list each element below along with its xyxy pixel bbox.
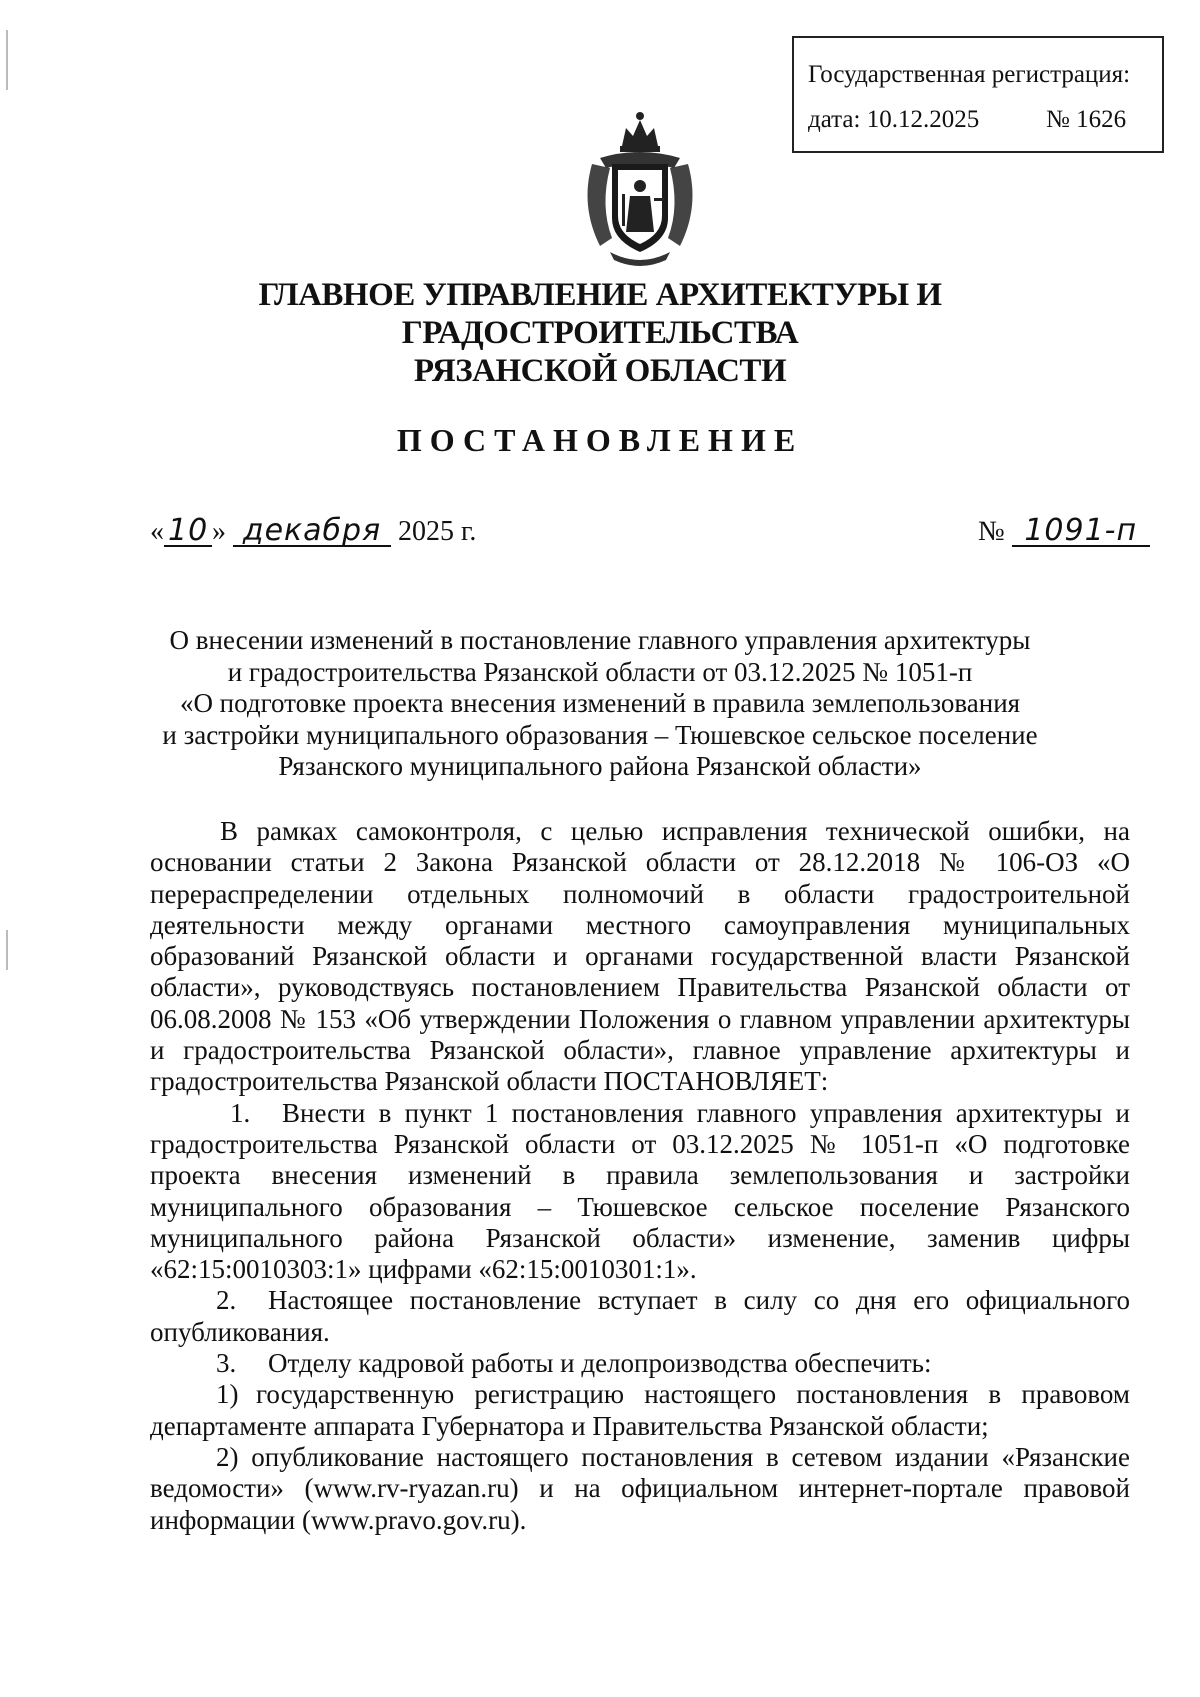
item-number: 3.	[216, 1348, 237, 1379]
item-number: 1.	[230, 1097, 251, 1128]
date-month: декабря	[233, 517, 391, 547]
date-close-quote: »	[212, 516, 226, 547]
document-number	[978, 513, 1150, 548]
subitem-text: государственную регистрацию настоящего постановления в правовом департаменте аппарата Губернатора и Правительства Рязанской области;	[150, 1379, 1130, 1441]
subitem-1	[150, 1379, 1130, 1442]
heading-line: «О подготовке проекта внесения изменений в правила землепользования	[179, 688, 1021, 718]
document-type: ПОСТАНОВЛЕНИЕ	[396, 422, 804, 458]
scan-edge-mark	[6, 30, 8, 90]
heading-line: О внесении изменений в постановление главного управления архитектуры	[169, 625, 1031, 655]
scan-edge-mark	[6, 930, 8, 970]
number-value: 1091-п	[1012, 517, 1150, 547]
heading-line: и градостроительства Рязанской области от 03.12.2025 № 1051-п	[227, 656, 973, 687]
item-1	[150, 1098, 1130, 1286]
ryazan-coat-of-arms-icon	[570, 106, 710, 266]
number-sign: №	[978, 516, 1005, 547]
subitem-2: 2) опубликование настоящего постановления в сетевом издании «Рязанские ведомости» (www.rv-ryazan.ru) и на официальном интернет-портале правовой информации (www.pravo.gov.ru).	[150, 1441, 1130, 1535]
item-text: Внести в пункт 1 постановления главного управления архитектуры и градостроительства Рязанской области от 03.12.2025 № 1051-п «О подготовке проекта внесения изменений в правила землепользования и застройки муниципального образования – Тюшевское сельское поселение Рязанского муниципального района Рязанской области» изменение, заменив цифры «62:15:0010303:1» цифрами «62:15:0010301:1».	[150, 1097, 1130, 1285]
document-heading	[110, 625, 1090, 783]
subitem-number: 1)	[216, 1379, 239, 1410]
item-text: Настоящее постановление вступает в силу со дня его официального опубликования.	[150, 1285, 1130, 1347]
item-3	[150, 1348, 1130, 1379]
item-2	[150, 1285, 1130, 1348]
organization-title	[60, 276, 1140, 390]
registration-number: № 1626	[1046, 106, 1127, 133]
heading-line: и застройки муниципального образования – Тюшевское сельское поселение	[162, 719, 1038, 750]
date-year: 2025 г.	[398, 516, 477, 547]
document-body	[150, 816, 1130, 1536]
registration-title: Государственная регистрация:	[808, 61, 1131, 88]
item-text: Отделу кадровой работы и делопроизводства обеспечить:	[268, 1348, 932, 1379]
item-number: 2.	[216, 1285, 237, 1316]
heading-line: Рязанского муниципального района Рязанской области»	[278, 751, 922, 781]
organization-line-2: РЯЗАНСКОЙ ОБЛАСТИ	[413, 353, 787, 389]
preamble-paragraph: В рамках самоконтроля, с целью исправления технической ошибки, на основании статьи 2 Закона Рязанской области от 28.12.2018 № 106-ОЗ «О перераспределении отдельных полномочий в области градостроительной деятельности между органами местного самоуправления муниципальных образований Рязанской области и органами государственной власти Рязанской области», руководствуясь постановлением Правительства Рязанской области от 06.08.2008 № 153 «Об утверждении Положения о главном управлении архитектуры и градостроительства Рязанской области», главное управление архитектуры и градостроительства Рязанской области ПОСТАНОВЛЯЕТ:	[150, 816, 1130, 1097]
date-open-quote: «	[150, 516, 164, 547]
document-date	[150, 513, 477, 548]
registration-date: дата: 10.12.2025	[808, 106, 980, 133]
organization-line-1: ГЛАВНОЕ УПРАВЛЕНИЕ АРХИТЕКТУРЫ И ГРАДОСТРОИТЕЛЬСТВА	[258, 277, 942, 351]
date-day: 10	[164, 517, 212, 547]
registration-stamp	[792, 36, 1164, 153]
